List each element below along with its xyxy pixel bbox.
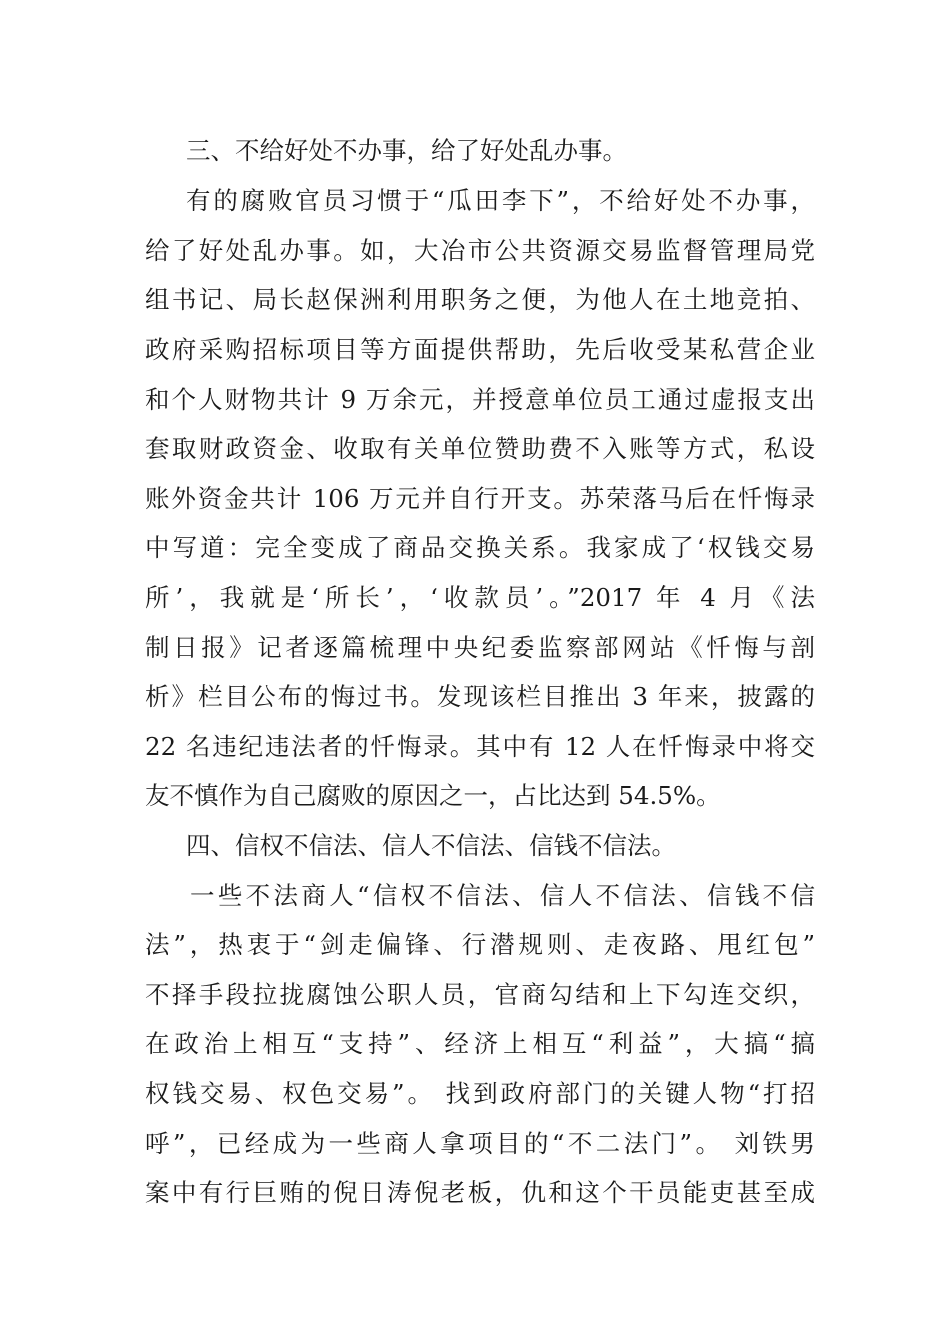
section-heading-4: 四、信权不信法、信人不信法、信钱不信法。 bbox=[186, 831, 676, 860]
paragraph-line: 案中有行巨贿的倪日涛倪老板，仇和这个干员能吏甚至成 bbox=[145, 1178, 815, 1207]
paragraph-line: 在政治上相互“支持”、经济上相互“利益”，大搞“搞 bbox=[145, 1029, 815, 1058]
paragraph-line: 给了好处乱办事。如，大冶市公共资源交易监督管理局党 bbox=[145, 236, 815, 265]
paragraph-line: 一些不法商人“信权不信法、信人不信法、信钱不信 bbox=[190, 881, 815, 910]
paragraph-line: 呼”，已经成为一些商人拿项目的“不二法门”。 刘铁男 bbox=[145, 1129, 815, 1158]
paragraph-line: 制日报》记者逐篇梳理中央纪委监察部网站《忏悔与剖 bbox=[145, 633, 815, 662]
paragraph-line: 组书记、局长赵保洲利用职务之便，为他人在土地竞拍、 bbox=[145, 285, 815, 314]
paragraph-line: 和个人财物共计 9 万余元，并授意单位员工通过虚报支出 bbox=[145, 385, 815, 414]
paragraph-line: 政府采购招标项目等方面提供帮助，先后收受某私营企业 bbox=[145, 335, 815, 364]
paragraph-line: 所’，我就是‘所长’，‘收款员’。”2017 年 4 月《法 bbox=[145, 583, 815, 612]
paragraph-line: 不择手段拉拢腐蚀公职人员，官商勾结和上下勾连交织， bbox=[145, 980, 815, 1009]
paragraph-line: 账外资金共计 106 万元并自行开支。苏荣落马后在忏悔录 bbox=[145, 484, 815, 513]
paragraph-line: 法”，热衷于“剑走偏锋、行潜规则、走夜路、甩红包” bbox=[145, 930, 815, 959]
paragraph-line: 友不慎作为自己腐败的原因之一，占比达到 54.5%。 bbox=[145, 781, 721, 810]
paragraph-line: 中写道：完全变成了商品交换关系。我家成了‘权钱交易 bbox=[145, 533, 815, 562]
paragraph-line: 22 名违纪违法者的忏悔录。其中有 12 人在忏悔录中将交 bbox=[145, 732, 815, 761]
section-heading-3: 三、不给好处不办事，给了好处乱办事。 bbox=[186, 136, 627, 165]
paragraph-line: 套取财政资金、收取有关单位赞助费不入账等方式，私设 bbox=[145, 434, 815, 463]
paragraph-line: 析》栏目公布的悔过书。发现该栏目推出 3 年来，披露的 bbox=[145, 682, 815, 711]
paragraph-line: 有的腐败官员习惯于“瓜田李下”，不给好处不办事， bbox=[186, 186, 815, 215]
paragraph-line: 权钱交易、权色交易”。 找到政府部门的关键人物“打招 bbox=[145, 1079, 815, 1108]
